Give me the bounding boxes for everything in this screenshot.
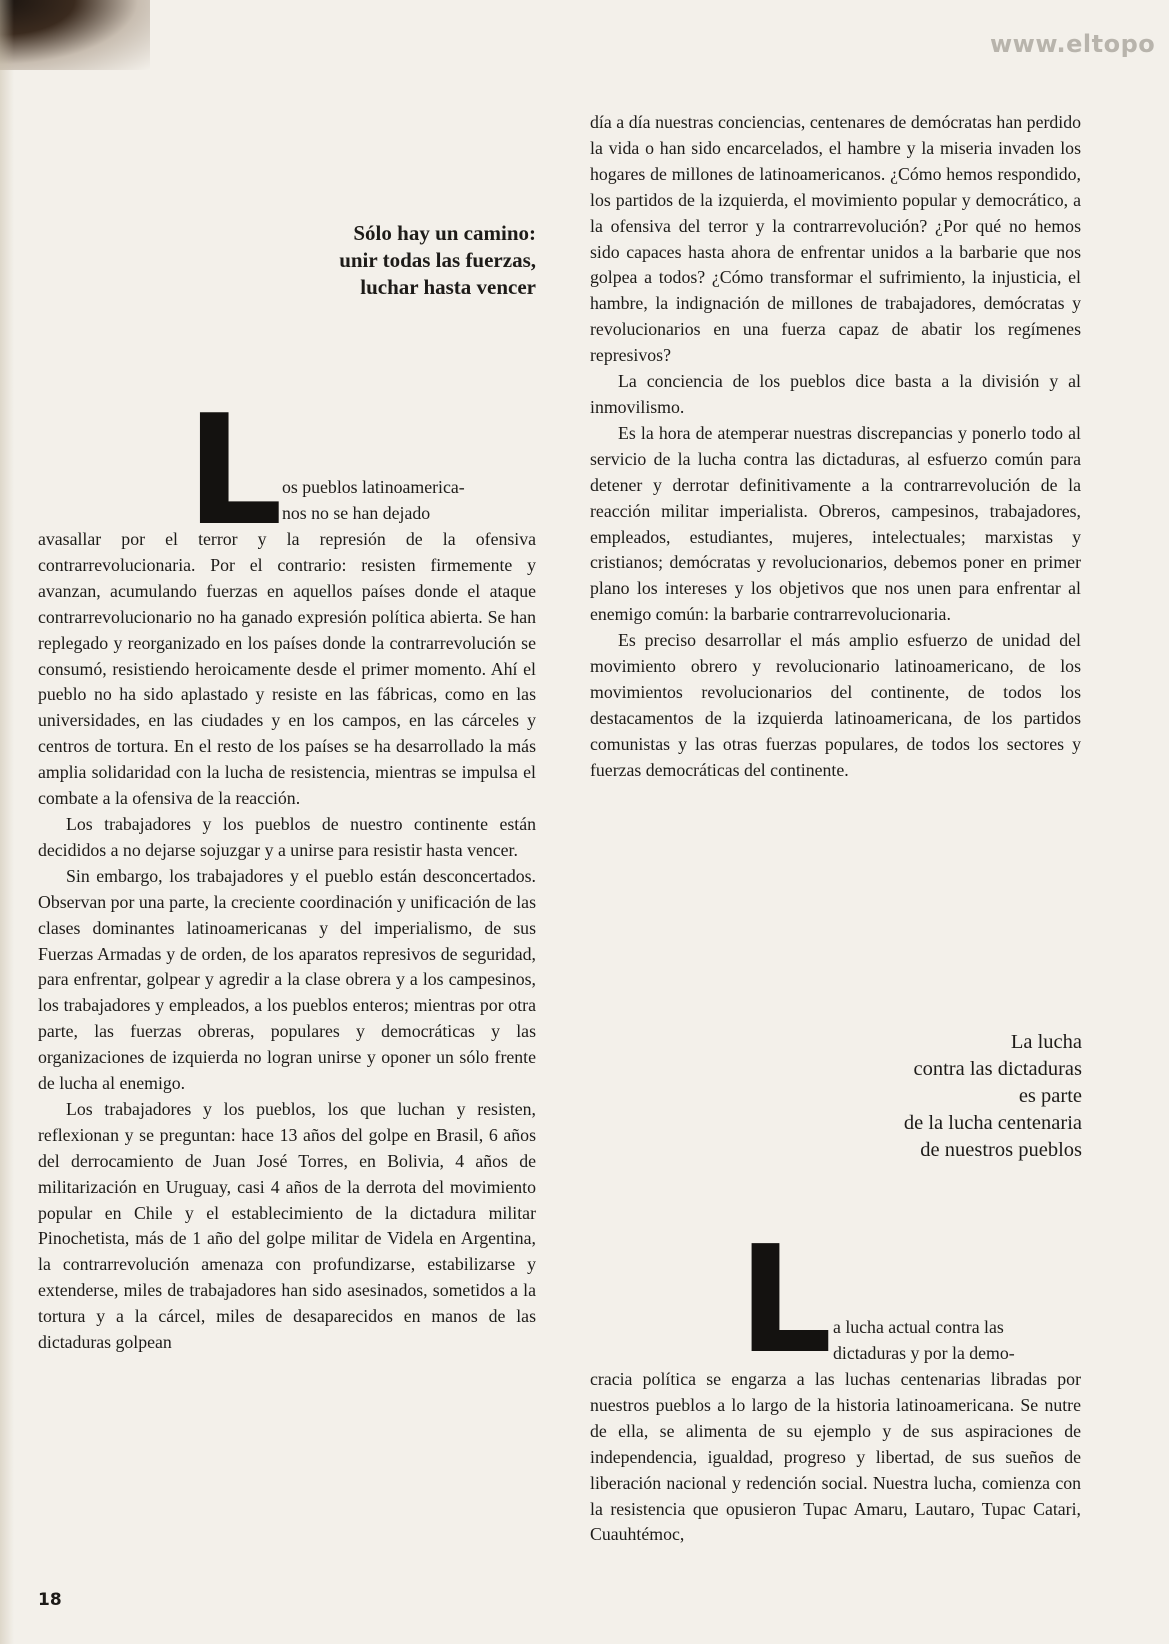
lead-line: nos no se han dejado bbox=[282, 503, 431, 523]
lead-line: dictaduras y por la demo- bbox=[833, 1343, 1015, 1363]
heading-line: luchar hasta vencer bbox=[360, 275, 536, 299]
dropcap-spacer bbox=[38, 475, 536, 527]
page-edge bbox=[0, 0, 14, 1644]
heading-line: unir todas las fuerzas, bbox=[339, 248, 536, 272]
paragraph: avasallar por el terror y la represión de la ofensiva contrarrevolucionaria. Por el contrario: resisten firmemente y avanzan, acumulando fuerzas en aquellos países donde el ataque contrarrevolucionario no ha ganado expresión política abierta. Se han replegado y reorganizado en los países donde la contrarrevolución se consumó, resistiendo heroicamente desde el primer momento. Ahí el pueblo no ha sido aplastado y resiste en las fábricas, como en las universidades, en las ciudades y en los campos, en las cárceles y centros de tortura. En el resto de los países se ha desarrollado la más amplia solidaridad con la lucha de resistencia, mientras se impulsa el combate a la ofensiva de la reacción. bbox=[38, 529, 536, 809]
paragraph: Sin embargo, los trabajadores y el pueblo están desconcertados. Observan por una parte, la creciente coordinación y unificación de las clases dominantes latinoamericanas y del imperialismo, de sus Fuerzas Armadas y de orden, de los aparatos represivos de seguridad, para enfrentar, golpear y agredir a la clase obrera y a los campesinos, los trabajadores y empleados, a los pueblos enteros; mientras por otra parte, las fuerzas obreras, populares y democráticas y las organizaciones de izquierda no logran unirse y oponer un sólo frente de lucha al enemigo. bbox=[38, 865, 536, 1094]
right-column bbox=[590, 110, 1081, 784]
section-heading-1 bbox=[240, 220, 536, 301]
section-heading-2 bbox=[780, 1029, 1082, 1164]
paragraph: día a día nuestras conciencias, centenares de demócratas han perdido la vida o han sido encarcelados, el hambre y la miseria invaden los hogares de millones de latinoamericanos. ¿Cómo hemos respondido, los partidos de la izquierda, el movimiento popular y democrático, a la ofensiva del terror y la contrarrevolución? ¿Por qué no hemos sido capaces hasta ahora de enfrentar unidos a la barbarie que nos golpea a todos? ¿Cómo transformar el sufrimiento, la injusticia, el hambre, la indignación de millones de trabajadores, demócratas y revolucionarios en una fuerza capaz de abatir los regímenes represivos? bbox=[590, 112, 1081, 366]
drop-cap: L bbox=[738, 1214, 833, 1386]
lead-line: os pueblos latinoamerica- bbox=[282, 477, 465, 497]
paragraph: Los trabajadores y los pueblos de nuestro continente están decididos a no dejarse sojuzgar y a unirse para resistir hasta vencer. bbox=[38, 813, 536, 860]
dropcap-spacer bbox=[590, 1315, 1081, 1367]
paragraph: cracia política se engarza a las luchas centenarias libradas por nuestros pueblos a lo largo de la historia latinoamericana. Se nutre de ella, se alimenta de su ejemplo y de sus aspiraciones de independencia, igualdad, progreso y libertad, de sus sueños de liberación nacional y redención social. Nuestra lucha, comienza con la resistencia que opusieron Tupac Amaru, Lautaro, Tupac Catari, Cuauhtémoc, bbox=[590, 1369, 1081, 1545]
scan-shadow bbox=[0, 0, 150, 70]
right-column-lower bbox=[590, 1315, 1081, 1548]
heading-line: es parte bbox=[1018, 1085, 1082, 1107]
paragraph: Es la hora de atemperar nuestras discrepancias y ponerlo todo al servicio de la lucha contra las dictaduras, al esfuerzo común para detener y derrotar definitivamente a la contrarrevolución de la reacción militar imperialista. Obreros, campesinos, trabajadores, empleados, estudiantes, mujeres, intelectuales; marxistas y cristianos; demócratas y revolucionarios, debemos poner en primer plano los intereses y los objetivos que nos unen para enfrentar al enemigo común: la barbarie contrarrevolucionaria. bbox=[590, 422, 1081, 625]
drop-cap: L bbox=[186, 382, 283, 559]
paragraph: Los trabajadores y los pueblos, los que luchan y resisten, reflexionan y se preguntan: hace 13 años del golpe en Brasil, 6 años del derrocamiento de Juan José Torres, en Bolivia, 4 años de militarización en Uruguay, casi 4 años de la derrota del movimiento popular en Chile y el establecimiento de la dictadura militar Pinochetista, más de 1 año del golpe militar de Videla en Argentina, la contrarrevolución amenaza con profundizarse, estabilizarse y extenderse, miles de trabajadores han sido asesinados, sometidos a la tortura y a la cárcel, miles de desaparecidos en manos de las dictaduras golpean bbox=[38, 1098, 536, 1353]
lead-line: a lucha actual contra las bbox=[833, 1317, 1004, 1337]
heading-line: Sólo hay un camino: bbox=[353, 221, 536, 245]
page-number: 18 bbox=[38, 1590, 62, 1610]
heading-line: de nuestros pueblos bbox=[920, 1139, 1082, 1161]
heading-line: de la lucha centenaria bbox=[903, 1112, 1082, 1134]
paragraph: La conciencia de los pueblos dice basta a la división y al inmovilismo. bbox=[590, 371, 1081, 417]
heading-line: contra las dictaduras bbox=[913, 1058, 1082, 1080]
paragraph: Es preciso desarrollar el más amplio esfuerzo de unidad del movimiento obrero y revolucionario latinoamericano, de los movimientos revolucionarios del continente, de todos los destacamentos de la izquierda latinoamericana, de los partidos comunistas y las otras fuerzas populares, de todos los sectores y fuerzas democráticas del continente. bbox=[590, 630, 1081, 780]
watermark: www.eltopo bbox=[990, 30, 1156, 58]
left-column bbox=[38, 475, 536, 1356]
heading-line: La lucha bbox=[1010, 1031, 1082, 1053]
